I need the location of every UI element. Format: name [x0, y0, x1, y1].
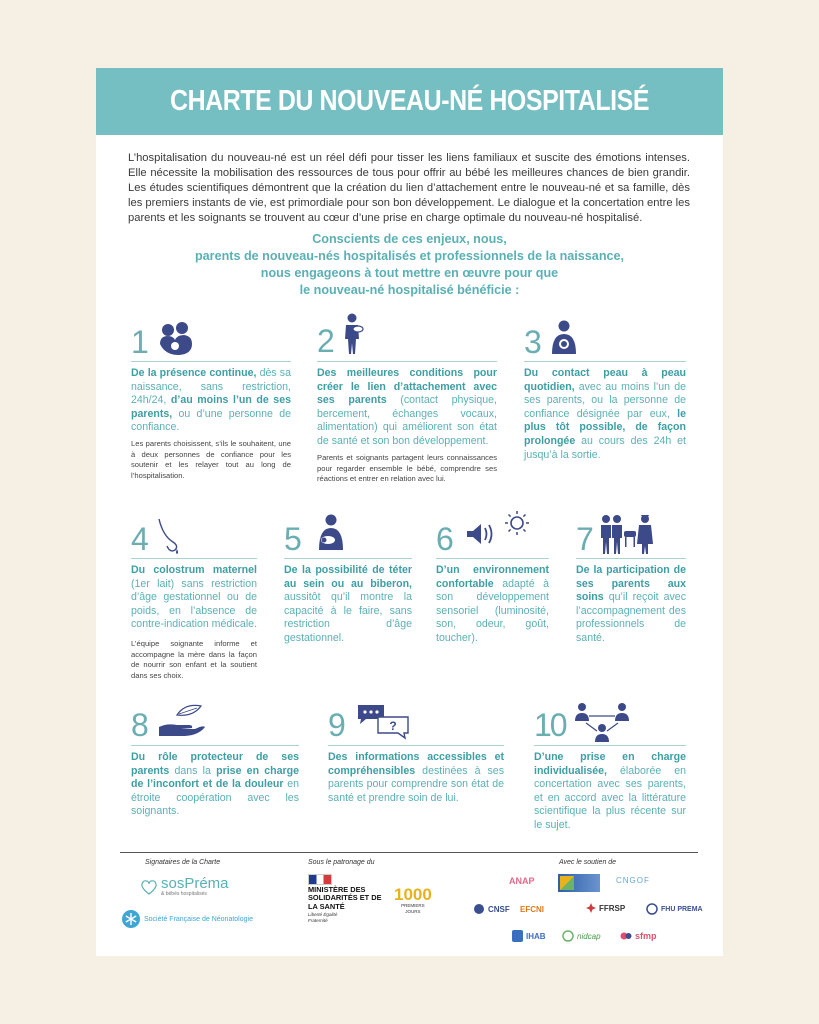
- item-sub-text: Parents et soignants partagent leurs connaissances pour regarder ensemble le bébé, comprendre ses réactions et entrer en relation avec lui.: [317, 453, 497, 483]
- item-number: 2: [317, 323, 335, 359]
- item-bold-run: Du colostrum maternel: [131, 564, 257, 576]
- partner-name: CNSF: [488, 904, 510, 914]
- charter-item-2: [317, 315, 497, 485]
- heart-hands-icon: [140, 879, 158, 895]
- item-divider: [131, 558, 257, 559]
- item-bold-run: Du rôle protecteur de ses parents: [131, 751, 299, 777]
- engagement-line: Conscients de ces enjeux, nous,: [312, 232, 507, 246]
- feather-hand-icon: [155, 703, 207, 739]
- svg-text:?: ?: [389, 719, 397, 733]
- item-divider: [534, 745, 686, 746]
- partner-logo-ihab: [512, 930, 546, 942]
- partner-name: ANAP: [509, 876, 535, 886]
- item-text-run: ou d’une personne de confiance.: [131, 407, 291, 434]
- item-text-run: (1er lait) sans restriction d’âge gestationnel ou de poids, en l’absence de contre-indication médicale.: [131, 577, 258, 631]
- item-bold-run: De la possibilité de téter au sein ou au biberon,: [284, 564, 412, 590]
- item-main-text: [284, 564, 412, 646]
- ffrsp-icon: [586, 903, 596, 913]
- item-main-text: [576, 564, 686, 646]
- item-bold-run: Du contact peau à peau quotidien,: [524, 367, 686, 393]
- partner-name: EFCNI: [520, 905, 544, 914]
- partner-logo-efcni: [520, 905, 544, 914]
- charter-item-1: [131, 325, 291, 485]
- charter-item-7: [576, 515, 686, 665]
- item-text-run: en étroite coopération avec les soignants.: [131, 778, 299, 818]
- item-bold-run: Des meilleures conditions pour créer le lien d’attachement avec ses parents: [317, 367, 497, 407]
- item-divider: [284, 558, 412, 559]
- family-hug-icon: [157, 322, 195, 358]
- sound-light-icon: [462, 511, 532, 551]
- header-banner: [96, 68, 723, 135]
- mille-subtitle: PREMIERS JOURS: [401, 903, 425, 914]
- item-bold-run: De la présence continue,: [131, 367, 257, 379]
- item-divider: [131, 745, 299, 746]
- ministere-logo: [308, 874, 386, 923]
- item-number: 9: [328, 707, 346, 743]
- item-bold-run: prise en charge de l’inconfort et de la douleur: [131, 764, 299, 791]
- item-bold-run: D’une prise en charge individualisée,: [534, 751, 686, 777]
- item-number: 1: [131, 324, 149, 360]
- item-text-run: adapté à son développement sensoriel (luminosité, son, odeur, goût, toucher).: [436, 577, 549, 644]
- partner-name: IHAB: [526, 931, 546, 941]
- nidcap-icon: [562, 930, 574, 942]
- item-divider: [576, 558, 686, 559]
- team-connection-icon: [574, 702, 630, 744]
- ministere-devise: Liberté Égalité Fraternité: [308, 912, 338, 923]
- item-number: 6: [436, 521, 454, 557]
- charter-poster: [96, 68, 723, 956]
- item-text-run: avec au moins l’un de ses parents, ou la personne de confiance désignée par eux,: [524, 380, 686, 420]
- item-main-text: [534, 751, 686, 833]
- item-number: 3: [524, 324, 542, 360]
- french-flag-icon: [308, 874, 332, 885]
- item-main-text: [317, 367, 497, 449]
- mille-jours-logo: [394, 886, 432, 914]
- item-text-run: dès sa naissance, sans restriction, 24h/24,: [131, 367, 291, 407]
- sosprema-logo: [140, 876, 229, 897]
- item-divider: [328, 745, 504, 746]
- item-number: 7: [576, 521, 594, 557]
- partner-name: nidcap: [577, 931, 601, 941]
- charter-item-5: [284, 515, 412, 665]
- item-main-text: [436, 564, 549, 646]
- partner-logo-cnsf: [473, 903, 510, 915]
- item-sub-text: L’équipe soignante informe et accompagne la mère dans la façon de nourrir son enfant et la soutient dans ses choix.: [131, 639, 257, 680]
- item-divider: [131, 361, 291, 362]
- footer-divider: [120, 852, 698, 853]
- charter-item-6: [436, 515, 549, 665]
- item-bold-run: D’un environnement confortable: [436, 564, 549, 590]
- snowflake-icon: [121, 909, 141, 929]
- charter-item-9: [328, 707, 504, 827]
- partner-name: FFRSP: [599, 903, 626, 913]
- intro-paragraph: L’hospitalisation du nouveau-né est un réel défi pour tisser les liens familiaux et suscite des émotions intenses. Elle nécessite la mobilisation des ressources de tous pour offrir au bébé les meilleures chances de bien grandir. Les études scientifiques démontrent que la création du lien d’attachement entre le nouveau-né et sa famille, dès les premiers instants de vie, est primordiale pour son bon développement. Le dialogue et la concertation entre les parents et les soignants se trouvent au cœur d’une prise en charge optimale du nouveau-né hospitalisé.: [128, 152, 690, 224]
- item-main-text: [328, 751, 504, 805]
- charter-item-8: [131, 707, 299, 827]
- engagement-line: nous engageons à tout mettre en œuvre pour que: [260, 266, 559, 280]
- item-bold-run: d’au moins l’un de ses parents,: [131, 394, 291, 420]
- item-text-run: destinées à ses parents pour comprendre son état de santé et prendre soin de lui.: [328, 764, 504, 804]
- item-main-text: [131, 564, 257, 632]
- fhu-icon: [646, 903, 658, 915]
- partner-name: sfmp: [635, 931, 657, 941]
- charter-item-10: [534, 707, 686, 847]
- parents-and-caregiver-icon: [599, 514, 655, 556]
- item-bold-run: Des informations accessibles et compréhensibles: [328, 751, 504, 777]
- sosprema-subtitle: & bébés hospitalisés: [161, 891, 207, 897]
- engagement-line: le nouveau-né hospitalisé bénéficie :: [299, 283, 520, 297]
- partner-logo-fhu-prema: [646, 903, 703, 915]
- ihab-icon: [512, 930, 523, 942]
- charter-item-3: [524, 321, 686, 471]
- item-text-run: dans la: [169, 764, 217, 777]
- parent-holding-baby-icon: [342, 313, 364, 355]
- charter-item-4: [131, 518, 257, 688]
- soutien-title: Avec le soutien de: [559, 859, 617, 866]
- item-number: 8: [131, 707, 149, 743]
- item-number: 5: [284, 521, 302, 557]
- sosprema-name: sosPréma: [161, 875, 229, 892]
- engagement-line: parents de nouveau-nés hospitalisés et professionnels de la naissance,: [194, 249, 625, 263]
- item-divider: [317, 361, 497, 362]
- item-bold-run: le plus tôt possible, de façon prolongée: [524, 407, 686, 447]
- sfn-name: Société Française de Néonatologie: [144, 915, 253, 923]
- patronage-title: Sous le patronage du: [308, 859, 375, 866]
- item-text-run: au cours des 24h et jusqu’à la sortie.: [524, 434, 686, 461]
- signataires-title: Signataires de la Charte: [145, 859, 221, 866]
- item-divider: [524, 361, 686, 362]
- breastfeeding-icon: [316, 514, 346, 552]
- partner-logo-cngof: [616, 876, 650, 885]
- partner-name: CNGOF: [616, 876, 650, 885]
- item-main-text: [131, 367, 291, 435]
- ministere-name: MINISTÈRE DES SOLIDARITÉS ET DE LA SANTÉ: [308, 885, 382, 911]
- speech-bubbles-icon: [356, 703, 412, 741]
- item-text-run: élaborée en concertation avec ses parents, et en accord avec la littérature scientifique la plus récente sur le sujet.: [534, 764, 686, 831]
- engagement-statement: [136, 231, 683, 299]
- milk-drop-icon: [153, 516, 183, 554]
- cnsf-icon: [473, 903, 485, 915]
- item-main-text: [131, 751, 299, 819]
- partner-logo-ffrsp: [586, 903, 625, 913]
- mille-number: 1000: [394, 885, 432, 904]
- item-text-run: qu’il reçoit avec l’accompagnement des professionnels de santé.: [576, 591, 686, 644]
- partner-name: FHU PREMA: [661, 905, 703, 913]
- item-divider: [436, 558, 549, 559]
- partner-logo-sfmp: [620, 930, 657, 942]
- skin-to-skin-icon: [550, 320, 578, 356]
- item-bold-run: De la participation de ses parents aux soins: [576, 564, 686, 604]
- page-title: CHARTE DU NOUVEAU-NÉ HOSPITALISÉ: [169, 85, 650, 117]
- sfn-logo: [121, 909, 253, 929]
- item-number: 10: [534, 707, 566, 743]
- item-text-run: aussitôt qu’il montre la capacité à le faire, sans restriction d’âge gestationnel.: [284, 591, 412, 644]
- item-text-run: (contact physique, bercement, échanges vocaux, alimentation) qui améliorent son état de santé et son bon développement.: [317, 394, 498, 447]
- sfmp-icon: [620, 930, 632, 942]
- item-main-text: [524, 367, 686, 462]
- partner-logo-nidcap: [562, 930, 601, 942]
- partner-logo-anap: [509, 876, 535, 886]
- item-number: 4: [131, 521, 149, 557]
- partner-logo-icon: [560, 876, 574, 890]
- item-sub-text: Les parents choisissent, s’ils le souhaitent, une à deux personnes de confiance pour les soutenir et les relayer tout au long de l’hospitalisation.: [131, 439, 291, 480]
